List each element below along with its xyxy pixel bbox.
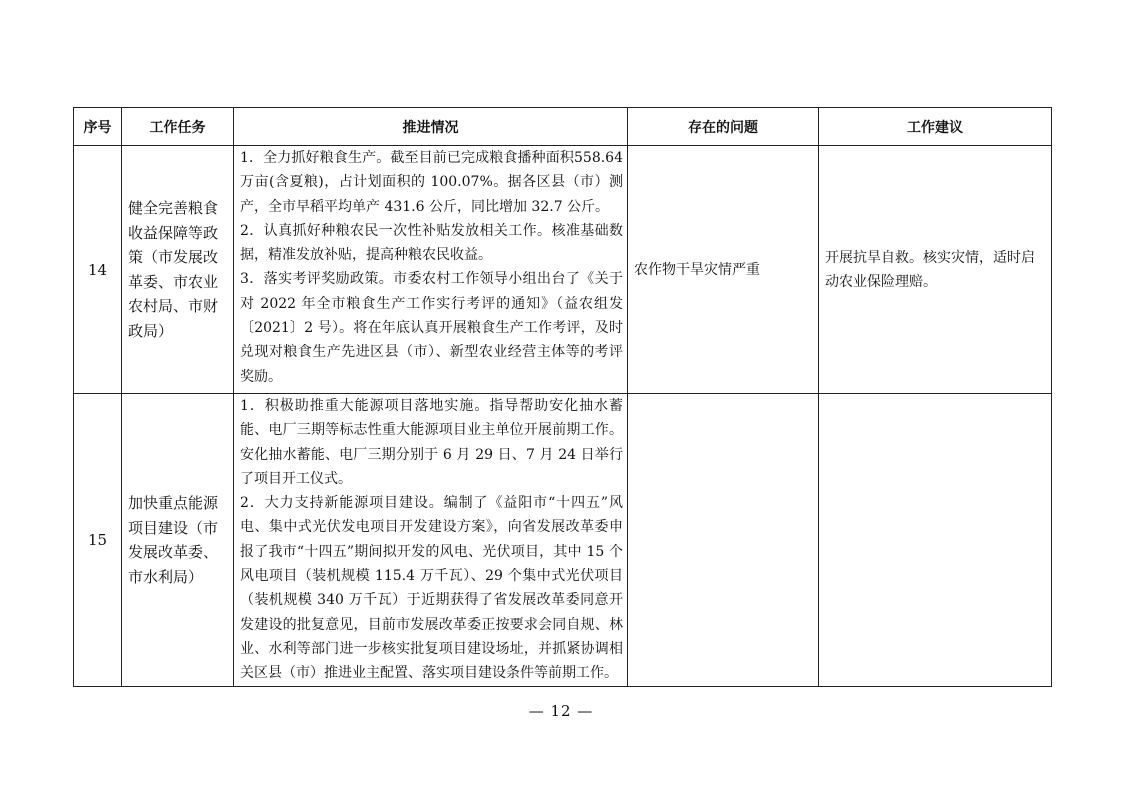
progress-item: 3．落实考评奖励政策。市委农村工作领导小组出台了《关于对 2022 年全市粮食生产工作实行考评的通知》（益农组发〔2021〕2 号）。将在年底认真开展粮食生产工作考评，及时兑现对粮食生产先进区县（市）、新型农业经营主体等的考评奖励。 bbox=[240, 271, 623, 385]
task-cell: 加快重点能源项目建设（市发展改革委、市水利局） bbox=[122, 394, 234, 687]
table-row bbox=[74, 146, 1052, 394]
header-task: 工作任务 bbox=[122, 108, 234, 146]
header-suggestion: 工作建议 bbox=[819, 108, 1052, 146]
suggestion-cell bbox=[819, 394, 1052, 687]
task-cell: 健全完善粮食收益保障等政策（市发展改革委、市农业农村局、市财政局） bbox=[122, 146, 234, 394]
suggestion-cell: 开展抗旱自救。核实灾情，适时启动农业保险理赔。 bbox=[819, 146, 1052, 394]
progress-item: 2．认真抓好种粮农民一次性补贴发放相关工作。核准基础数据，精准发放补贴，提高种粮农民收益。 bbox=[240, 222, 623, 264]
progress-cell bbox=[234, 146, 628, 394]
table-row bbox=[74, 394, 1052, 687]
page-number: — 12 — bbox=[528, 702, 594, 720]
issue-cell: 农作物干旱灾情严重 bbox=[628, 146, 819, 394]
work-progress-table bbox=[73, 107, 1052, 687]
row-number: 15 bbox=[74, 394, 122, 687]
row-number: 14 bbox=[74, 146, 122, 394]
header-number: 序号 bbox=[74, 108, 122, 146]
header-issue: 存在的问题 bbox=[628, 108, 819, 146]
progress-item: 1．积极助推重大能源项目落地实施。指导帮助安化抽水蓄能、电厂三期等标志性重大能源项目业主单位开展前期工作。安化抽水蓄能、电厂三期分别于 6 月 29 日、7 月 24 日举行了项目开工仪式。 bbox=[240, 398, 623, 487]
progress-item: 2．大力支持新能源项目建设。编制了《益阳市“十四五”风电、集中式光伏发电项目开发建设方案》，向省发展改革委申报了我市“十四五”期间拟开发的风电、光伏项目，其中 15 个风电项目（装机规模 115.4 万千瓦）、29 个集中式光伏项目（装机规模 340 万千瓦）于近期获得了省发展改革委同意开发建设的批复意见，目前市发展改革委正按要求会同自规、林业、水利等部门进一步核实批复项目建设场址，并抓紧协调相关区县（市）推进业主配置、落实项目建设条件等前期工作。 bbox=[240, 495, 623, 682]
header-progress: 推进情况 bbox=[234, 108, 628, 146]
table-header-row bbox=[74, 108, 1052, 146]
progress-cell bbox=[234, 394, 628, 687]
issue-cell bbox=[628, 394, 819, 687]
progress-item: 1．全力抓好粮食生产。截至目前已完成粮食播种面积558.64 万亩(含夏粮)，占计划面积的 100.07%。据各区县（市）测产，全市早稻平均单产 431.6 公斤，同比增加 32.7 公斤。 bbox=[240, 150, 623, 215]
